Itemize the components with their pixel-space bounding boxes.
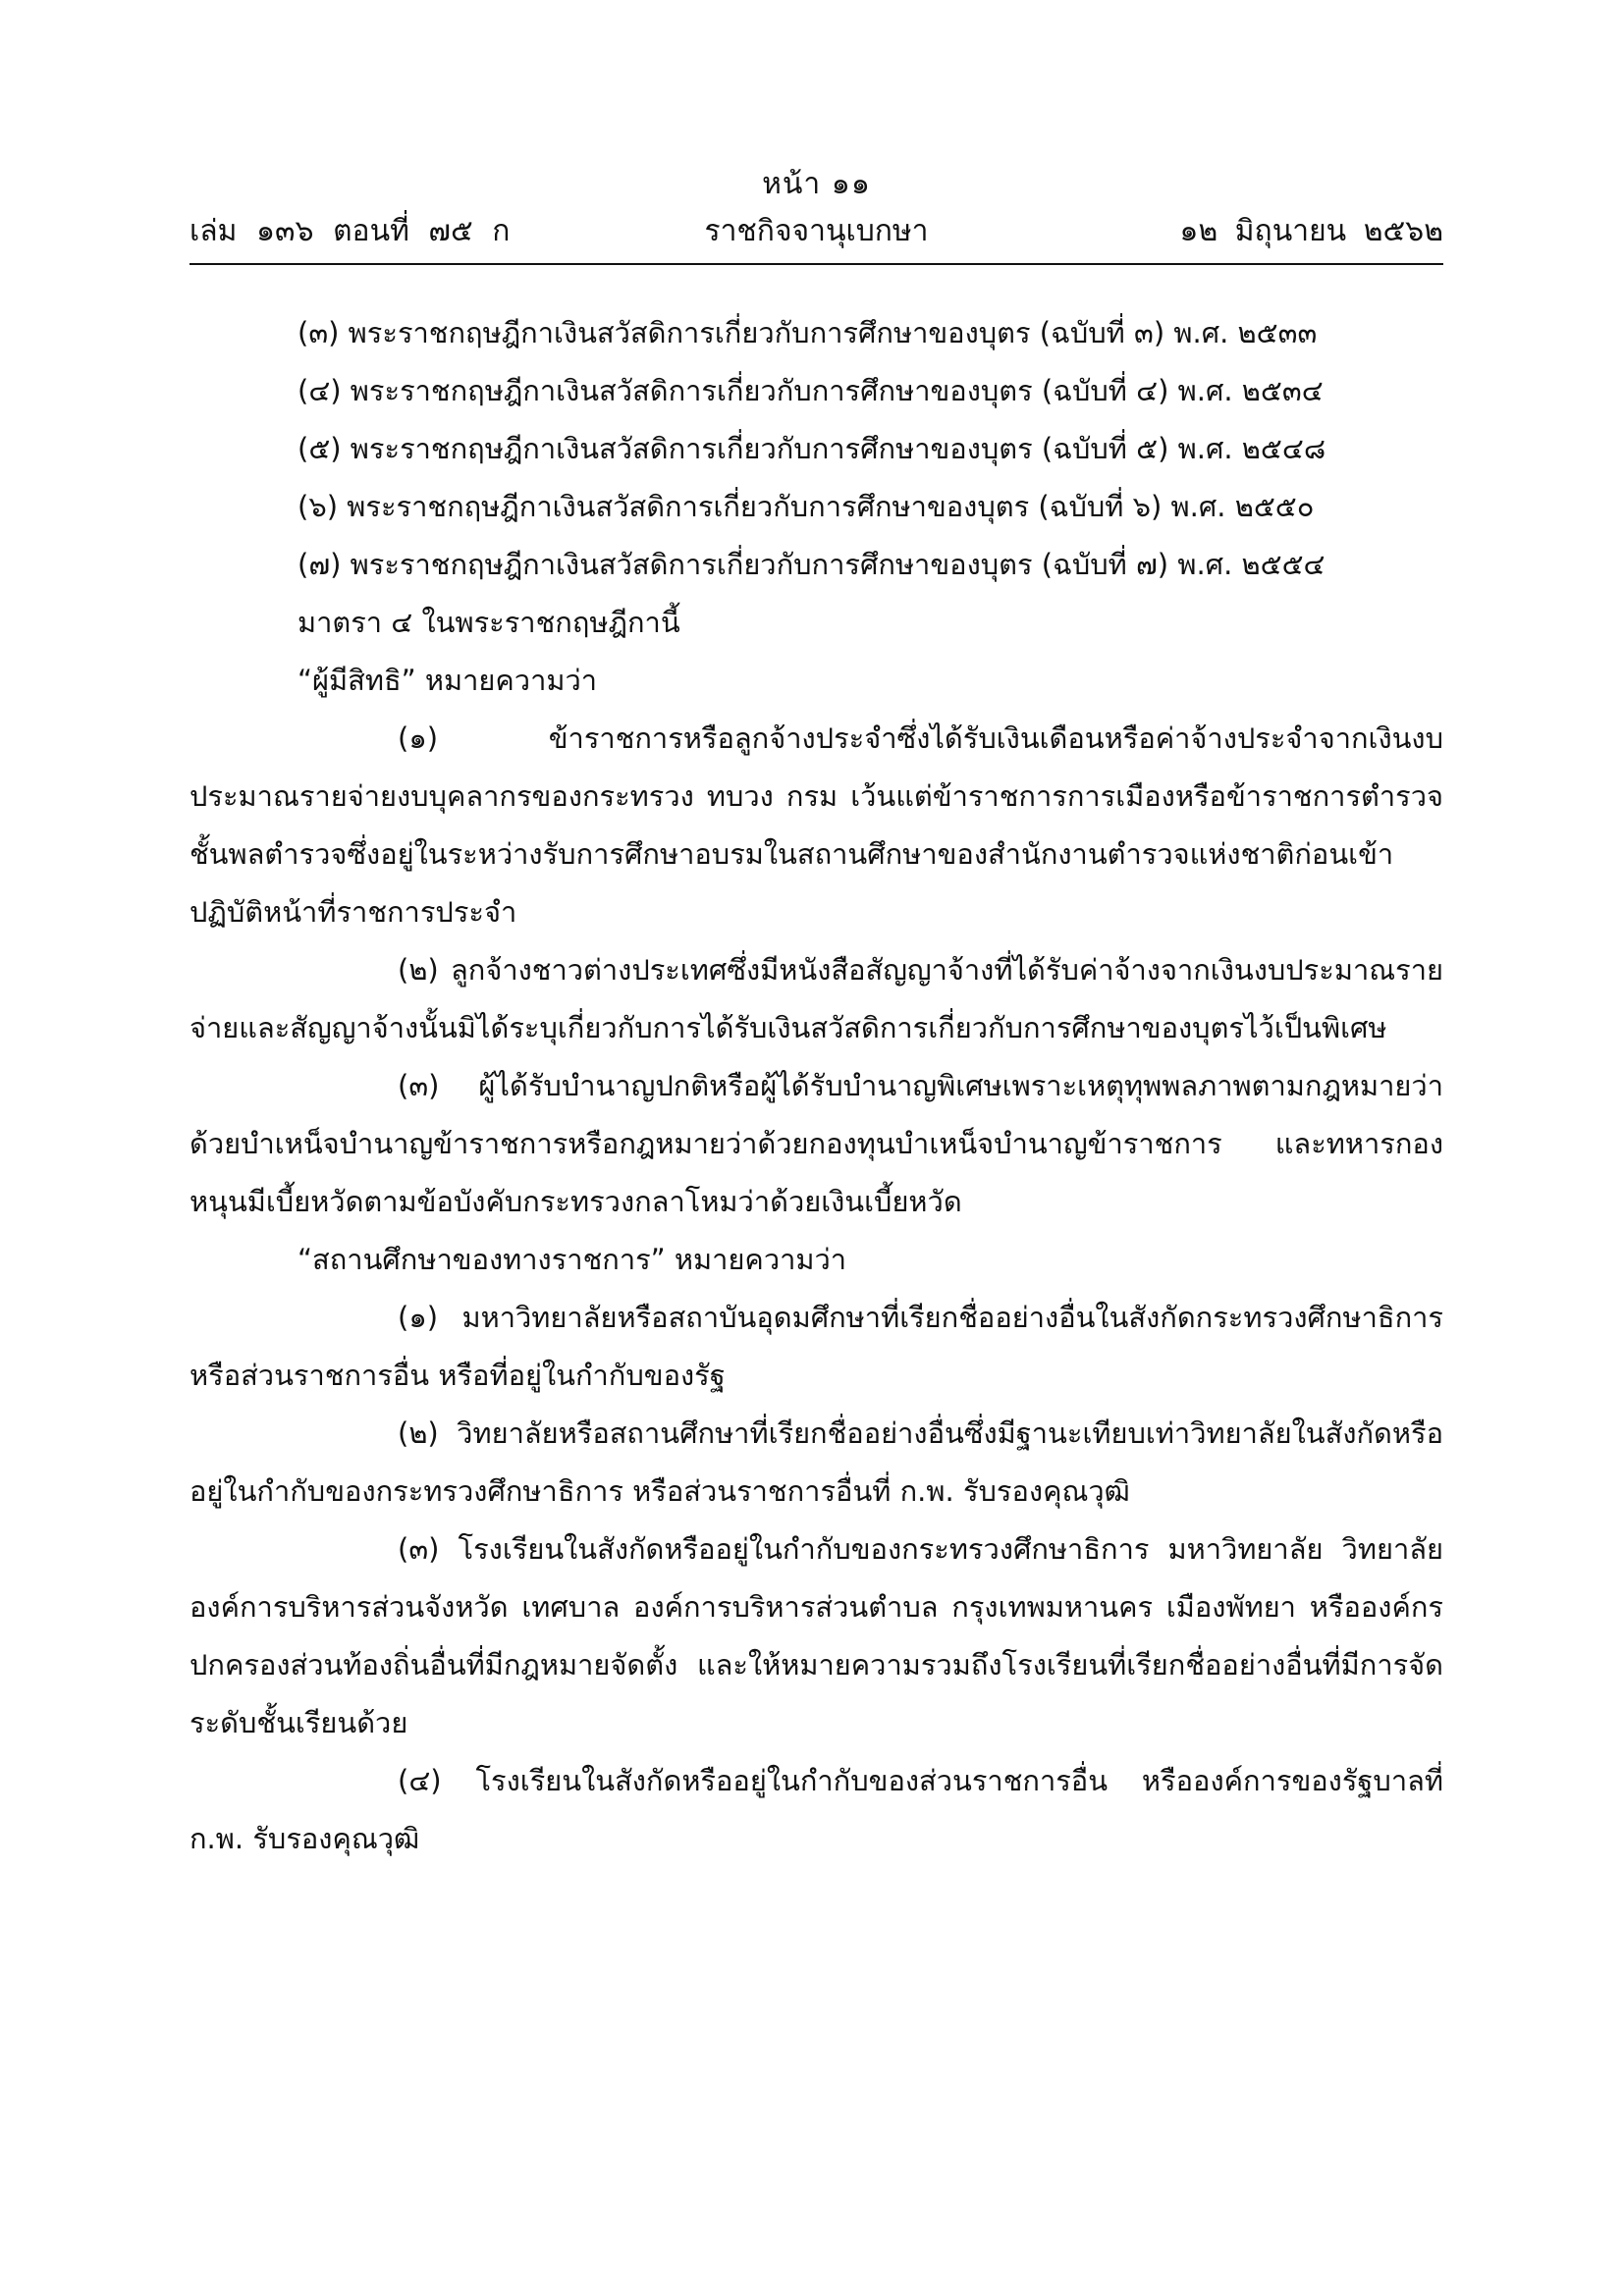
publication-title: ราชกิจจานุเบกษา [704,214,929,248]
definition-item: (๒) ลูกจ้างชาวต่างประเทศซึ่งมีหนังสือสัญญาจ้างที่ได้รับค่าจ้างจากเงินงบประมาณรายจ่ายและสัญญาจ้างนั้นมิได้ระบุเกี่ยวกับการได้รับเงินสวัสดิการเกี่ยวกับการศึกษาของบุตรไว้เป็นพิเศษ [189,953,1443,1044]
definition-item: (๑) ข้าราชการหรือลูกจ้างประจำซึ่งได้รับเงินเดือนหรือค่าจ้างประจำจากเงินงบประมาณรายจ่ายงบบุคลากรของกระทรวง ทบวง กรม เว้นแต่ข้าราชการการเมืองหรือข้าราชการตำรวจชั้นพลตำรวจซึ่งอยู่ในระหว่างรับการศึกษาอบรมในสถานศึกษาของสำนักงานตำรวจแห่งชาติก่อนเข้าปฏิบัติหน้าที่ราชการประจำ [189,721,1443,929]
page-number: หน้า ๑๑ [762,167,871,201]
definition-item: (๓) ผู้ได้รับบำนาญปกติหรือผู้ได้รับบำนาญพิเศษเพราะเหตุทุพพลภาพตามกฎหมายว่าด้วยบำเหน็จบำนาญข้าราชการหรือกฎหมายว่าด้วยกองทุนบำเหน็จบำนาญข้าราชการ และทหารกองหนุนมีเบี้ยหวัดตามข้อบังคับกระทรวงกลาโหมว่าด้วยเงินเบี้ยหวัด [189,1069,1443,1218]
definition-item: (๓) โรงเรียนในสังกัดหรืออยู่ในกำกับของกระทรวงศึกษาธิการ มหาวิทยาลัย วิทยาลัยองค์การบริหารส่วนจังหวัด เทศบาล องค์การบริหารส่วนตำบล กรุงเทพมหานคร เมืองพัทยา หรือองค์กรปกครองส่วนท้องถิ่นอื่นที่มีกฎหมายจัดตั้ง และให้หมายความรวมถึงโรงเรียนที่เรียกชื่ออย่างอื่นที่มีการจัดระดับชั้นเรียนด้วย [189,1532,1443,1739]
definition-item: (๑) มหาวิทยาลัยหรือสถาบันอุดมศึกษาที่เรียกชื่ออย่างอื่นในสังกัดกระทรวงศึกษาธิการหรือส่วนราชการอื่น หรือที่อยู่ในกำกับของรัฐ [189,1301,1443,1392]
repealed-item: (๓) พระราชกฤษฎีกาเงินสวัสดิการเกี่ยวกับการศึกษาของบุตร (ฉบับที่ ๓) พ.ศ. ๒๕๓๓ [298,316,1318,349]
repealed-item: (๕) พระราชกฤษฎีกาเงินสวัสดิการเกี่ยวกับการศึกษาของบุตร (ฉบับที่ ๕) พ.ศ. ๒๕๔๘ [298,432,1326,465]
definition-item: (๒) วิทยาลัยหรือสถานศึกษาที่เรียกชื่ออย่างอื่นซึ่งมีฐานะเทียบเท่าวิทยาลัยในสังกัดหรืออยู่ในกำกับของกระทรวงศึกษาธิการ หรือส่วนราชการอื่นที่ ก.พ. รับรองคุณวุฒิ [189,1416,1443,1508]
repealed-item: (๖) พระราชกฤษฎีกาเงินสวัสดิการเกี่ยวกับการศึกษาของบุตร (ฉบับที่ ๖) พ.ศ. ๒๕๕๐ [298,490,1315,523]
header-row [189,210,1443,253]
publication-date: ๑๒ มิถุนายน ๒๕๖๒ [1179,214,1443,248]
header-divider [189,263,1443,265]
volume-issue: เล่ม ๑๓๖ ตอนที่ ๗๕ ก [189,214,511,248]
section-heading: มาตรา ๔ ในพระราชกฤษฎีกานี้ [298,606,680,639]
definition-term: “ผู้มีสิทธิ” หมายความว่า [298,664,598,697]
page-header [189,165,1443,267]
repealed-item: (๔) พระราชกฤษฎีกาเงินสวัสดิการเกี่ยวกับการศึกษาของบุตร (ฉบับที่ ๔) พ.ศ. ๒๕๓๔ [298,374,1324,407]
document-body [189,304,1443,1868]
definition-item: (๔) โรงเรียนในสังกัดหรืออยู่ในกำกับของส่วนราชการอื่น หรือองค์การของรัฐบาลที่ ก.พ. รับรองคุณวุฒิ [189,1764,1443,1855]
definition-term: “สถานศึกษาของทางราชการ” หมายความว่า [298,1243,847,1276]
repealed-item: (๗) พระราชกฤษฎีกาเงินสวัสดิการเกี่ยวกับการศึกษาของบุตร (ฉบับที่ ๗) พ.ศ. ๒๕๕๔ [298,548,1325,581]
